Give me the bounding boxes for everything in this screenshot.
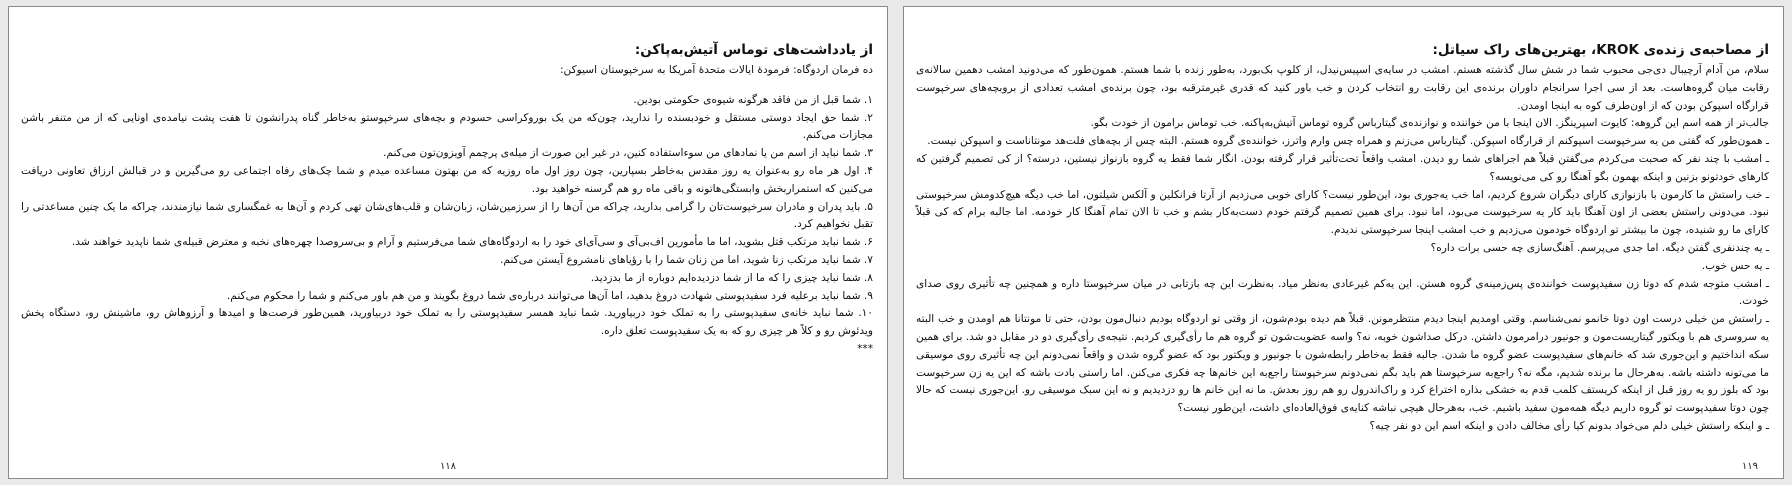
page-content	[916, 41, 1769, 436]
section-end-mark: ***	[857, 342, 873, 355]
section-title: از مصاحبه‌ی زنده‌ی KROK، بهترین‌های راک سیاتل:	[1432, 42, 1769, 58]
paragraph: ـ امشب با چند نفر که صحبت می‌کردم می‌گفتن قبلاً هم اجراهای شما رو دیدن. امشب واقعاً تحت‌تأثیر قرار گرفته بودن. انگار شما فقط یه گروه بازنواز نیستین، درسته؟ از کی تصمیم گرفتین که کارهای خودتونو بزنین و اینکه بهمون بگو آهنگا رو کی می‌نویسه؟	[916, 152, 1769, 183]
page-number: ۱۱۸	[439, 461, 457, 472]
list-item: ۴. اول هر ماه رو به‌عنوان یه روز مقدس به‌خاطر بسپارین، چون روز اول ماه روزیه که من بهتون مساعده میدم و شما چک‌های رفاه اجتماعی رو می‌گیرین و در قبالش ارزاق تعاونی دریافت می‌کنین که استمراربخش وابستگی‌هاتونه و باقی ماه رو هم گرسنه خواهید بود.	[21, 164, 873, 195]
page-content	[21, 41, 873, 359]
list-item: ۶. شما نباید مرتکب قتل بشوید، اما ما مأمورین اف‌بی‌آی و سی‌آی‌ای خود را به اردوگاه‌های شما می‌فرستیم و آرام و بی‌سروصدا چهره‌های نخبه و معترض قبیله‌ی شما ناپدید خواهند شد.	[71, 236, 873, 249]
section-title: از یادداشت‌های توماس آتیش‌به‌پاکن:	[634, 42, 873, 58]
page-number: ۱۱۹	[1741, 461, 1758, 472]
paragraph: ـ خب راستش ما کارمون با بازنوازی کارای دیگران شروع کردیم، اما خب یه‌جوری بود، این‌طور نیست؟ کارای خوبی می‌زدیم از آرتا فرانکلین و آلکس شیلتون، اما خب دیگه هیچ‌کدومش سرخپوستی نبود. می‌دونی راستش بعضی از اون آهنگا باید کار یه سرخپوست می‌بود، اما نبود. برای همین تصمیم گرفتم خودم دست‌به‌کار بشم و خب تا الان تمام آهنگا کار خودمه. اما جالبه برام که کی قبلاً کارای ما رو شنیده، چون ما بیشتر تو اردوگاه خودمون می‌زدیم و خب امشب اینجا سرخپوستی ندیدم.	[916, 188, 1769, 237]
intro-text: ده فرمان اردوگاه: فرمودهٔ ایالات متحدهٔ آمریکا به سرخپوستان اسیوکن:	[559, 64, 873, 76]
book-page-right	[903, 6, 1784, 479]
list-item: ۱۰. شما نباید خانه‌ی سفیدپوستی را به تملک خود دربیاورید. شما نباید همسر سفیدپوستی را به تملک خود دربیاورید، همین‌طور فرصت‌ها و امیدها و آرزوهاش رو، ماشینش رو، دستگاه پخش ویدئوش رو و کلاً هر چیزی رو که به یک سفیدپوست تعلق داره.	[21, 307, 873, 338]
paragraph: ـ همون‌طور که گفتی من یه سرخپوست اسپوکنم از قرارگاه اسپوکن. گیتارباس می‌زنم و همراه چس وارم واترز، خواننده‌ی گروه هستم. البته چس از بچه‌های فلت‌هد مونتاناست و اسپوکن نیست.	[927, 135, 1769, 148]
paragraph: جالب‌تر از همه اسم این گروهه: کایوت اسپرینگز. الان اینجا با من خواننده و نوازنده‌ی گیتارباس گروه توماس آتیش‌به‌پاکنه. خب توماس برامون از خودت بگو.	[1090, 117, 1769, 130]
paragraph: ـ و اینکه راستش خیلی دلم می‌خواد بدونم کیا رأی مخالف دادن و اینکه اسم این دو نفر چیه؟	[1369, 419, 1769, 432]
commandments-list	[21, 92, 873, 341]
paragraph: ـ راستش من خیلی درست اون دوتا خانمو نمی‌شناسم. وقتی اومدیم اینجا دیدم منتظرمونن. قبلاً هم دیده بودم‌شون، از وقتی تو اردوگاه بودیم دنبال‌مون بودن، حتی تا مونتانا هم اومدن و خب البته یه سروسری هم با ویکتور گیتاریست‌مون و جونیور درامرمون داشتن. درکل صداشون خوبه، نه؟ واسه عضویت‌شون تو گروه هم ما رأی‌گیری کردیم. نتیجه‌ی رأی‌گیری دو در مقابل دو شد. برای همین سکه انداختیم و این‌جوری شد که خانم‌های سفیدپوست عضو گروه ما شدن. جالبه فقط به‌خاطر رابطه‌شون با جونیور و ویکتور بود که عضو گروه شدن و واقعاً نمی‌دونم این چه تأثیری روی موسیقی ما می‌تونه داشته باشه. به‌هرحال ما برنده شدیم، مگه نه؟ راجع‌به سرخپوستا هم باید بگم نمی‌دونم سرخپوستا راجع‌به این خانم‌ها چه فکری می‌کنن. اما راستی بادت باشه که این یه زن سرخپوست بود که بلوز رو یه روز قبل از اینکه کریستف کلمب قدم به خشکی بذاره اختراع کرد و راک‌اندرول رو هم روز بعدش. ما نه این خانم ها رو دزدیدیم و نه این سبک موسیقی رو. این‌جوری نیست که حالا چون دوتا سفیدپوست تو گروه داریم دیگه همه‌مون سفید باشیم. خب، به‌هرحال هیچی نباشه کنایه‌ی فوق‌العاده‌ای داشت، این‌طور نیست؟	[916, 313, 1769, 415]
list-item: ۱. شما قبل از من فاقد هرگونه شیوه‌ی حکومتی بودین.	[633, 93, 873, 106]
paragraph: ـ یه چندنفری گفتن دیگه. اما جدی می‌پرسم. آهنگ‌سازی چه حسی برات داره؟	[1430, 241, 1769, 254]
paragraph: ـ یه حس خوب.	[1701, 259, 1769, 272]
paragraph: ـ امشب متوجه شدم که دوتا زن سفیدپوست خواننده‌ی پس‌زمینه‌ی گروه هستن. این یه‌کم غیرعادی به‌نظر میاد. به‌نظرت این چه بازتابی در میان سرخپوستا داره و همچنین چه تأثیری روی صدای خودت.	[916, 277, 1769, 308]
list-item: ۹. شما نباید برعلیه فرد سفیدپوستی شهادت دروغ بدهید، اما آن‌ها می‌توانند درباره‌ی شما دروغ بگویند و من هم باور می‌کنم و شما را محکوم می‌کنم.	[226, 289, 873, 302]
list-item: ۵. باید پدران و مادران سرخپوست‌تان را گرامی بدارید، چراکه من آن‌ها را از سرزمین‌شان، زبان‌شان و قلب‌های‌شان تهی کردم و آن‌ها به غمگساری شما نیازمندند، چراکه ما یک چنین مساعدتی را تقبل نخواهیم کرد.	[21, 200, 873, 231]
list-item: ۳. شما نباید از اسم من یا نمادهای من سوءاستفاده کنین، در غیر این صورت از میله‌ی پرچمم آویزون‌تون می‌کنم.	[383, 147, 873, 160]
list-item: ۸. شما نباید چیزی را که ما از شما دزدیده‌ایم دوباره از ما بدزدید.	[590, 271, 873, 284]
list-item: ۲. شما حق ایجاد دوستی مستقل و خودبسنده را ندارید، چون‌که من یک بوروکراسی حسودم و بچه‌های سرخپوستو به‌خاطر گناه پدرانشون تا هفت پشت نیامده‌ی اونایی که از من متنفر باشن مجازات می‌کنم.	[21, 111, 873, 142]
paragraph: سلام، من آدام آرچیبال دی‌جی محبوب شما در شش سال گذشته هستم. امشب در سایه‌ی اسپیس‌نیدل، از کلوپ بک‌بورد، به‌طور زنده با شما هستم. همون‌طور که می‌دونید امشب دهمین سالانه‌ی رقابت میان گروه‌هاست. بعد از سی اجرا سرانجام داوران برنده‌ی این رقابت رو انتخاب کردن و خب باور کنید که قدری غیرمترقبه بود، چون برنده‌ی امشب تعدادی از بروبچه‌های سرخپوست قرارگاه اسپوکن بودن که از اون‌طرف کوه به اینجا اومدن.	[916, 64, 1769, 112]
book-page-left	[8, 6, 888, 479]
list-item: ۷. شما نباید مرتکب زنا شوید، اما من زنان شما را با رؤیاهای نامشروع آیستن می‌کنم.	[500, 253, 873, 266]
